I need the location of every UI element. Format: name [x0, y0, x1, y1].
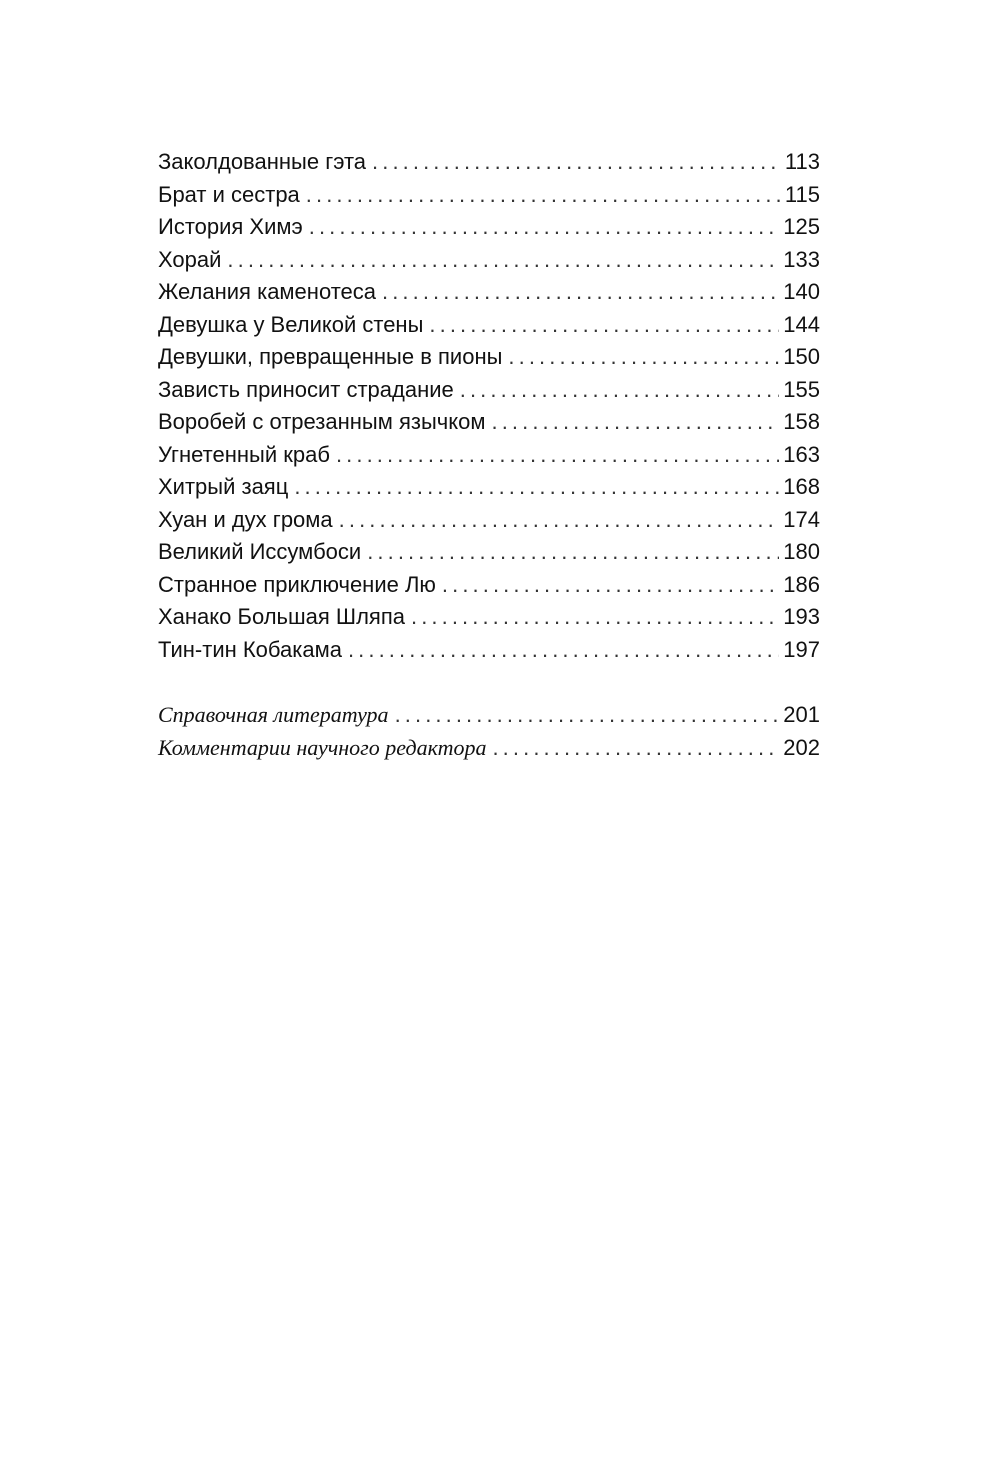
- toc-entry: [158, 504, 820, 537]
- dot-leader: [336, 439, 779, 472]
- toc-entry-page: 133: [783, 246, 820, 272]
- dot-leader: [382, 276, 779, 309]
- toc-entry-title: Девушки, превращенные в пионы: [158, 344, 503, 369]
- toc-entry-page: 158: [783, 409, 820, 434]
- toc-entry-title: Хитрый заяц: [158, 474, 289, 499]
- dot-leader: [306, 179, 781, 212]
- dot-leader: [492, 732, 779, 765]
- dot-leader: [372, 146, 781, 179]
- toc-entry-title: Девушка у Великой стены: [158, 311, 424, 337]
- toc-entry-title: Странное приключение Лю: [158, 571, 436, 597]
- toc-entry: [158, 309, 820, 342]
- toc-entry-page: 201: [783, 702, 820, 727]
- toc-entry-title: Комментарии научного редактора: [158, 734, 487, 760]
- toc-entry-page: 186: [783, 571, 820, 597]
- dot-leader: [508, 341, 779, 374]
- toc-entry-title: Хуан и дух грома: [158, 506, 333, 532]
- toc-entry-title: Справочная литература: [158, 702, 389, 727]
- section-gap: [158, 666, 820, 699]
- table-of-contents: [158, 146, 820, 764]
- toc-entry-page: 155: [783, 376, 820, 402]
- toc-entry: [158, 341, 820, 374]
- toc-entry-title: Тин-тин Кобакама: [158, 636, 342, 662]
- dot-leader: [367, 536, 779, 569]
- dot-leader: [491, 406, 779, 439]
- toc-entry: [158, 569, 820, 602]
- toc-entry-page: 125: [783, 214, 820, 239]
- dot-leader: [339, 504, 780, 537]
- toc-entry-page: 168: [783, 474, 820, 499]
- toc-entry-title: История Химэ: [158, 214, 303, 239]
- toc-entry-title: Желания каменотеса: [158, 279, 376, 304]
- toc-entry-page: 163: [783, 441, 820, 467]
- toc-entry: [158, 471, 820, 504]
- toc-entry-page: 150: [783, 344, 820, 369]
- toc-entry: [158, 439, 820, 472]
- dot-leader: [395, 699, 780, 732]
- toc-entry-title: Воробей с отрезанным язычком: [158, 409, 486, 434]
- toc-entry: [158, 211, 820, 244]
- toc-entry-page: 180: [783, 539, 820, 564]
- toc-entry: [158, 374, 820, 407]
- dot-leader: [227, 244, 779, 277]
- dot-leader: [411, 601, 779, 634]
- toc-entry: [158, 276, 820, 309]
- toc-entry: [158, 146, 820, 179]
- toc-entry: [158, 536, 820, 569]
- toc-entry-page: 193: [783, 604, 820, 629]
- dot-leader: [460, 374, 780, 407]
- toc-entry-title: Зависть приносит страдание: [158, 376, 454, 402]
- dot-leader: [294, 471, 779, 504]
- toc-entry-page: 174: [783, 506, 820, 532]
- toc-entry: [158, 406, 820, 439]
- toc-entry-page: 197: [783, 636, 820, 662]
- toc-entry-title: Заколдованные гэта: [158, 149, 367, 174]
- toc-entry-title: Хорай: [158, 246, 222, 272]
- toc-entry-page: 144: [783, 311, 820, 337]
- toc-entry-page: 113: [784, 149, 820, 174]
- toc-appendix-entry: [158, 699, 820, 732]
- toc-entry: [158, 601, 820, 634]
- dot-leader: [429, 309, 779, 342]
- toc-entry-page: 202: [783, 734, 820, 760]
- dot-leader: [442, 569, 779, 602]
- toc-entry: [158, 244, 820, 277]
- toc-entry-title: Угнетенный краб: [158, 441, 330, 467]
- toc-entry-page: 115: [784, 181, 820, 207]
- toc-entry-title: Великий Иссумбоси: [158, 539, 362, 564]
- toc-entry: [158, 179, 820, 212]
- toc-entry-title: Брат и сестра: [158, 181, 300, 207]
- toc-appendix-entry: [158, 732, 820, 765]
- dot-leader: [348, 634, 779, 667]
- toc-entry-title: Ханако Большая Шляпа: [158, 604, 405, 629]
- toc-entry-page: 140: [783, 279, 820, 304]
- toc-entry: [158, 634, 820, 667]
- dot-leader: [309, 211, 780, 244]
